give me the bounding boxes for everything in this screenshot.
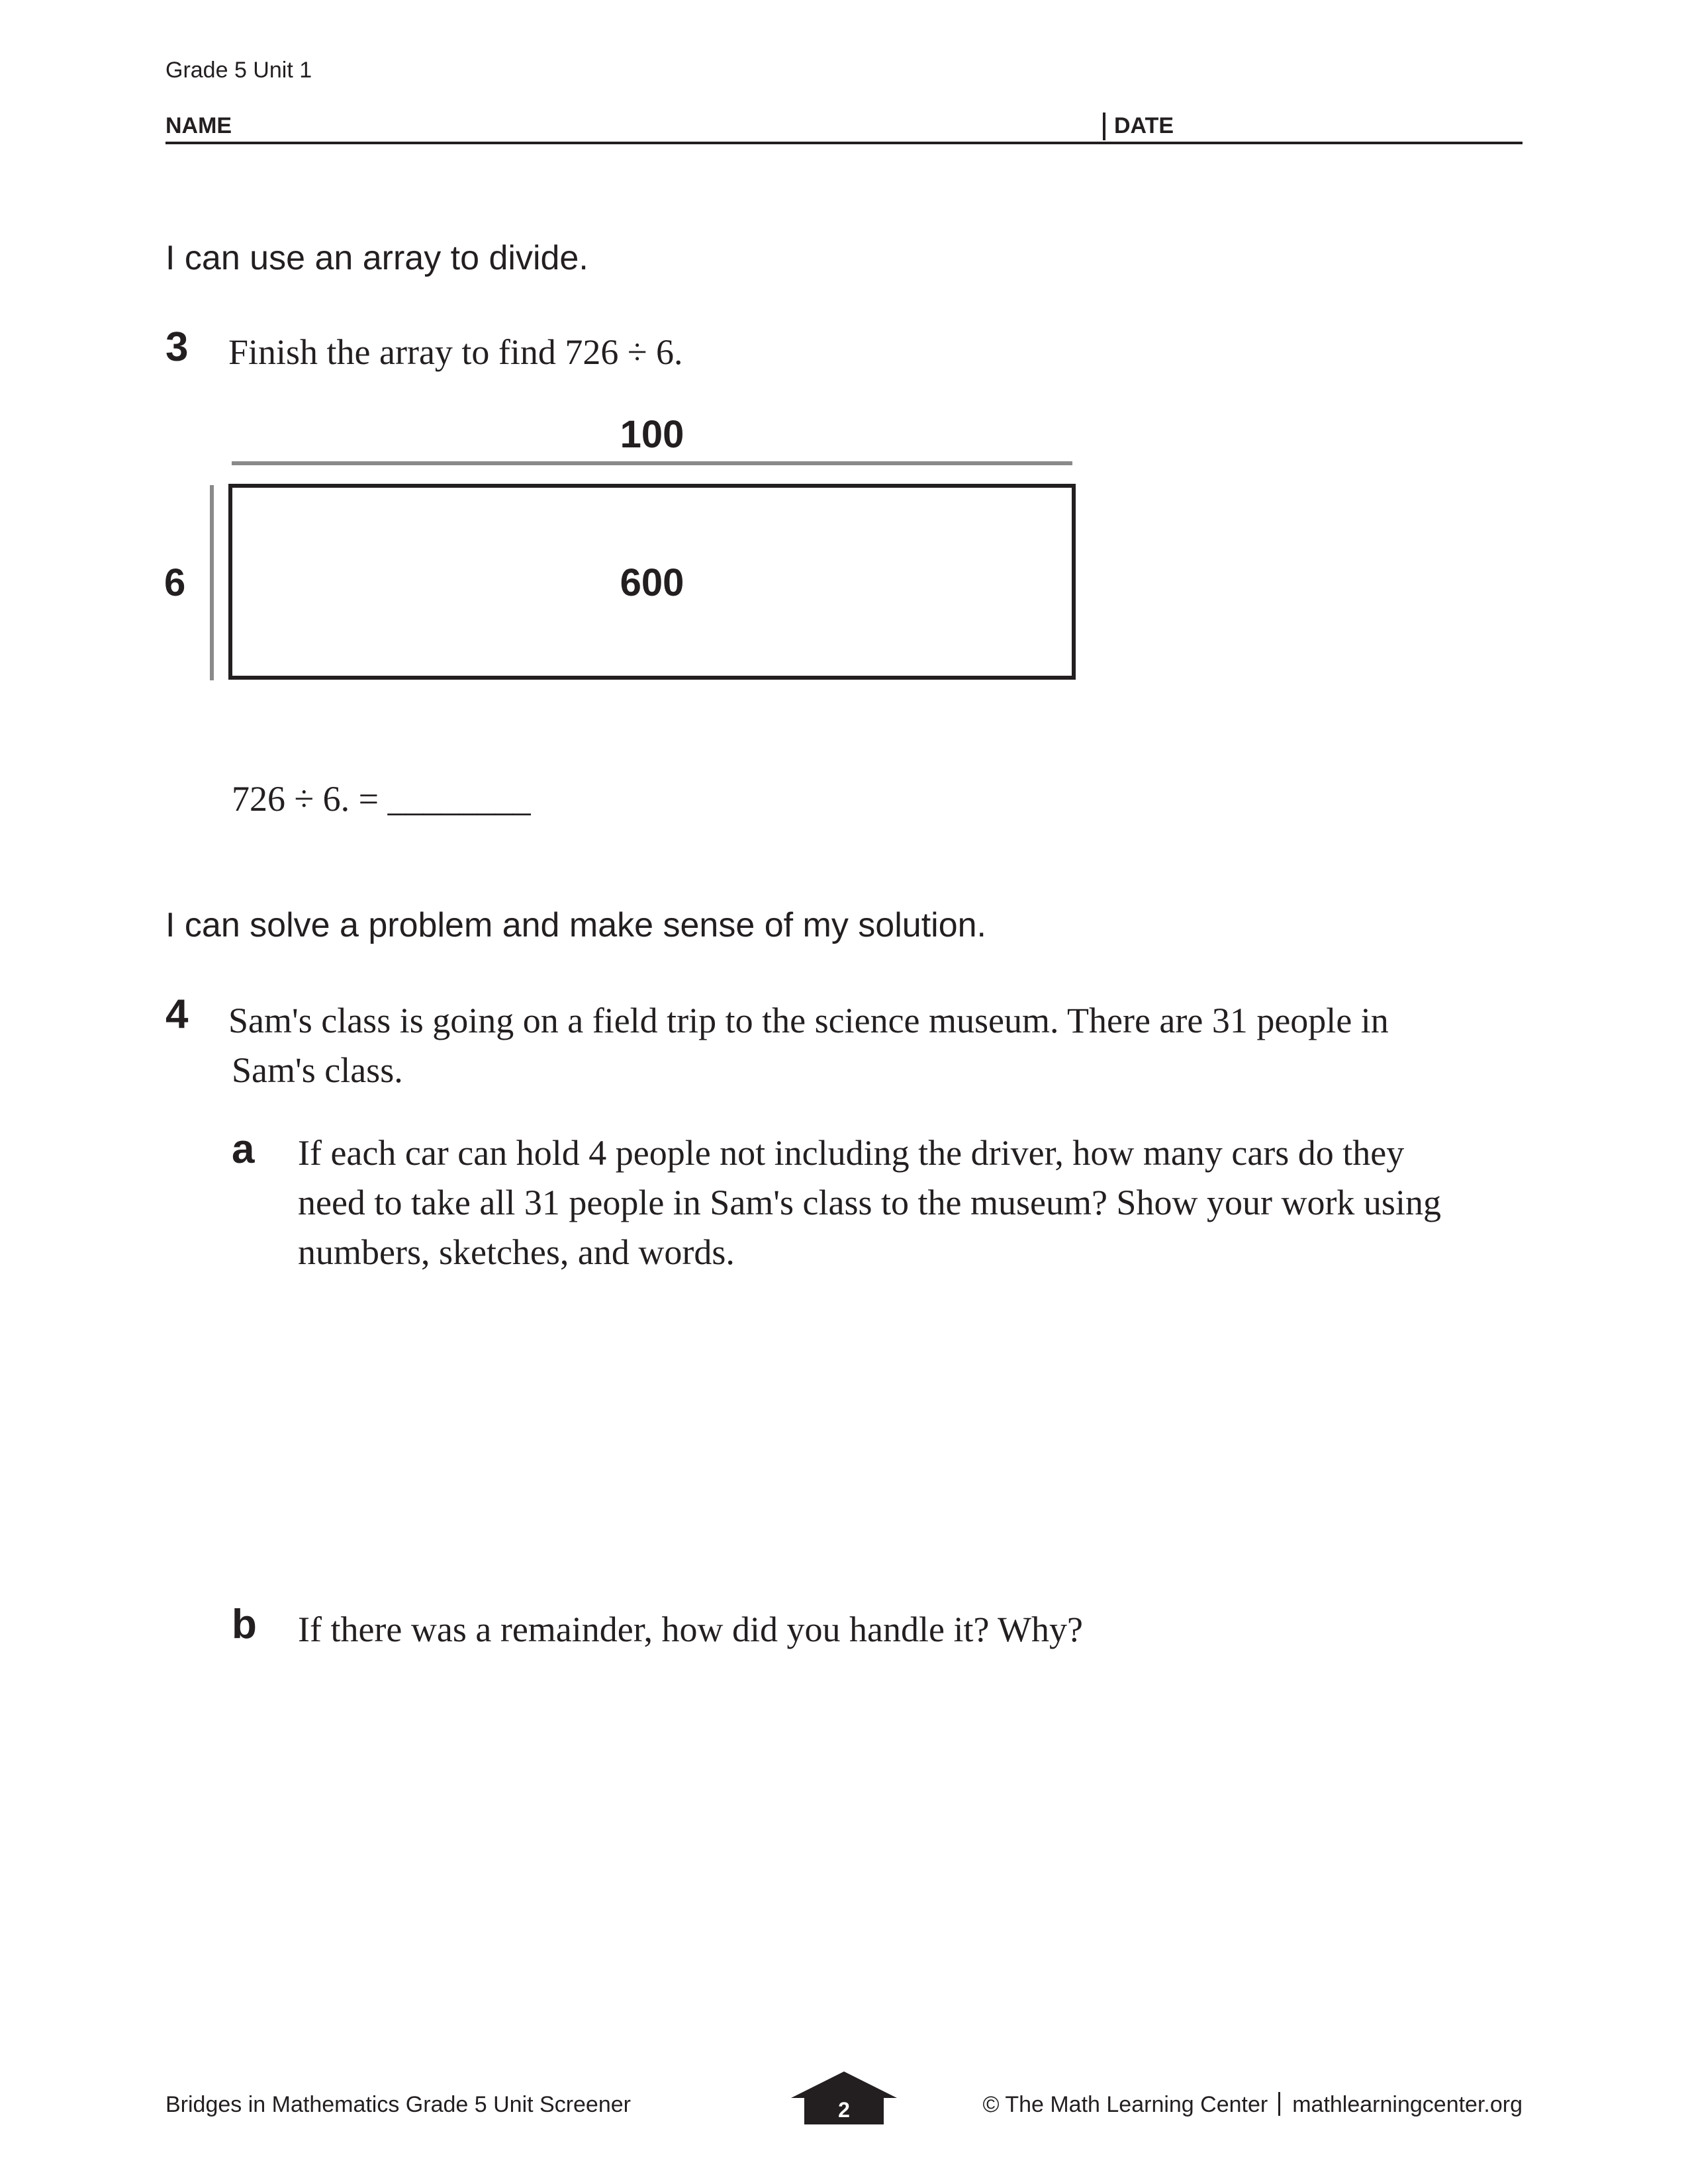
- name-label: NAME: [165, 113, 232, 138]
- part-a-line-3: numbers, sketches, and words.: [298, 1232, 735, 1272]
- problem-3-equation: 726 ÷ 6. = ________: [232, 779, 531, 819]
- section-heading-array: I can use an array to divide.: [165, 239, 588, 277]
- array-side-dimension: 6: [164, 561, 186, 604]
- footer-credits: [982, 2091, 1523, 2118]
- date-divider: [1103, 113, 1105, 140]
- part-a-line-1: If each car can hold 4 people not including the driver, how many cars do they: [298, 1133, 1405, 1173]
- problem-number-3: 3: [165, 324, 189, 370]
- array-area-label: 600: [620, 561, 684, 604]
- grade-unit-label: Grade 5 Unit 1: [165, 58, 312, 83]
- part-a-line-2: need to take all 31 people in Sam's class to the museum? Show your work using: [298, 1183, 1441, 1222]
- array-top-dimension: 100: [620, 413, 684, 456]
- part-b-prompt: If there was a remainder, how did you handle it? Why?: [298, 1610, 1083, 1649]
- part-a-letter: a: [232, 1126, 255, 1172]
- page-number: 2: [838, 2098, 850, 2122]
- footer-separator: [1278, 2092, 1280, 2116]
- footer-publication-title: Bridges in Mathematics Grade 5 Unit Screener: [165, 2092, 631, 2117]
- footer-copyright: © The Math Learning Center: [982, 2092, 1268, 2117]
- footer-website-link[interactable]: mathlearningcenter.org: [1292, 2092, 1523, 2117]
- date-label: DATE: [1114, 113, 1174, 138]
- array-top-dimension-line: [232, 461, 1072, 465]
- part-b-letter: b: [232, 1602, 257, 1647]
- name-date-rule: [165, 111, 1523, 144]
- section-heading-problem-solving: I can solve a problem and make sense of my solution.: [165, 906, 986, 944]
- problem-4-prompt-line-1: Sam's class is going on a field trip to the science museum. There are 31 people in: [228, 1001, 1389, 1040]
- problem-number-4: 4: [165, 991, 189, 1037]
- array-side-dimension-line: [210, 485, 214, 680]
- problem-3-prompt: Finish the array to find 726 ÷ 6.: [228, 332, 683, 372]
- problem-4-prompt-line-2: Sam's class.: [232, 1050, 403, 1090]
